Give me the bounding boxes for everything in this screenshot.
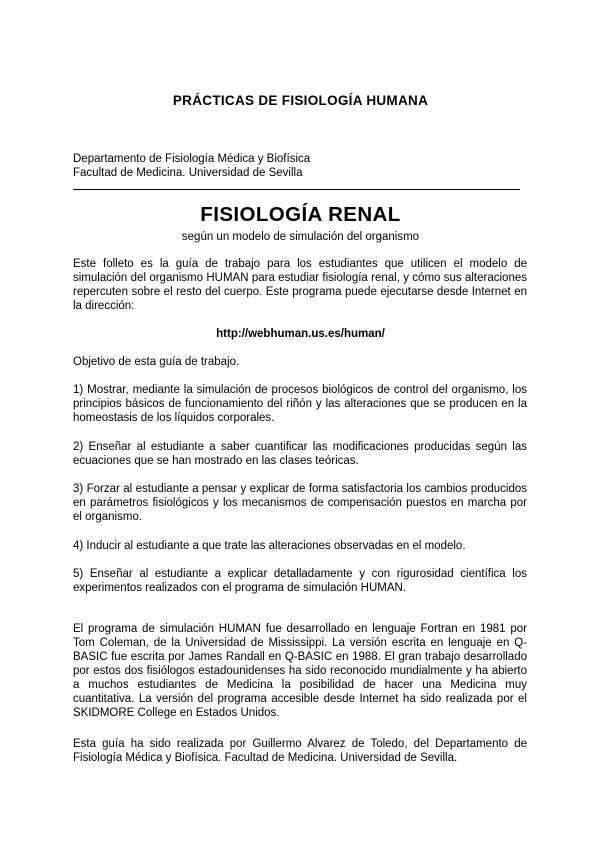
objective-heading: Objetivo de esta guía de trabajo. — [73, 356, 240, 368]
faculty-name: Facultad de Medicina. Universidad de Sevilla — [73, 167, 303, 179]
objective-item-5: 5) Enseñar al estudiante a explicar detalladamente y con rigurosidad científica los experimentos realizados con el programa de simulación HUMAN. — [73, 568, 527, 594]
objective-item-1: 1) Mostrar, mediante la simulación de procesos biológicos de control del organismo, los principios básicos de funcionamiento del riñón y las alteraciones que se producen en la homeostasis de los líquidos corporales. — [73, 384, 527, 424]
horizontal-divider — [73, 189, 520, 190]
credits-paragraph: Esta guía ha sido realizada por Guillermo Alvarez de Toledo, del Departamento de Fisiología Médica y Biofísica. Facultad de Medicina. Universidad de Sevilla. — [73, 738, 527, 764]
history-paragraph: El programa de simulación HUMAN fue desarrollado en lenguaje Fortran en 1981 por Tom Coleman, de la Universidad de Mississippi. La versión escrita en lenguaje en Q-BASIC fue escrita por James Randall en Q-BASIC en 1988. El gran trabajo desarrollado por estos dos fisiólogos estadounidenses ha sido reconocido mundialmente y ha abierto a muchos estudiantes de Medicina la posibilidad de hacer una Medicina muy cuantitativa. La versión del programa accesible desde Internet ha sido realizada por el SKIDMORE College en Estados Unidos. — [73, 623, 527, 719]
objective-item-3: 3) Forzar al estudiante a pensar y explicar de forma satisfactoria los cambios producidos en parámetros fisiológicos y los mecanismos de compensación puestos en marcha por el organismo. — [73, 483, 527, 523]
department-name: Departamento de Fisiología Médica y Biofísica — [73, 153, 311, 165]
course-title: PRÁCTICAS DE FISIOLOGÍA HUMANA — [172, 93, 429, 108]
objective-item-2: 2) Enseñar al estudiante a saber cuantificar las modificaciones producidas según las ecuaciones que se han mostrado en las clases teóricas. — [73, 441, 527, 467]
intro-paragraph: Este folleto es la guía de trabajo para los estudiantes que utilicen el modelo de simulación del organismo HUMAN para estudiar fisiología renal, y cómo sus alteraciones repercuten sobre el resto del cuerpo. Este programa puede ejecutarse desde Internet en la dirección: — [73, 258, 527, 312]
page-subtitle: según un modelo de simulación del organismo — [181, 231, 420, 243]
page-title: FISIOLOGÍA RENAL — [200, 203, 401, 226]
objective-item-4: 4) Inducir al estudiante a que trate las alteraciones observadas en el modelo. — [73, 540, 466, 552]
department-block — [73, 152, 310, 180]
program-url-link[interactable]: http://webhuman.us.es/human/ — [216, 328, 385, 340]
